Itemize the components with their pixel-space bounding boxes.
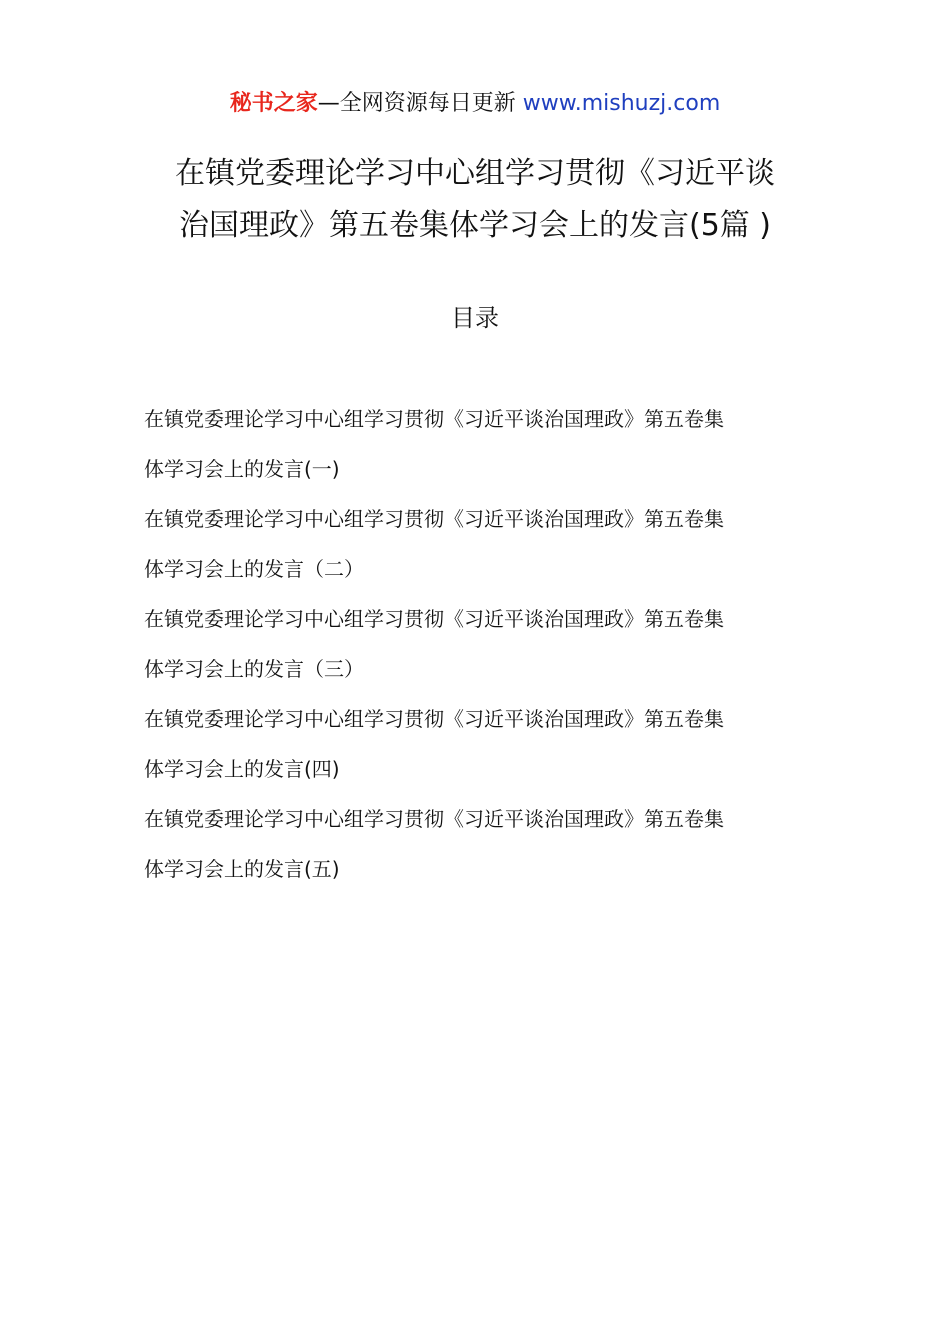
document-title-line-2: 治国理政》第五卷集体学习会上的发言(5篇 ) (178, 208, 772, 243)
toc-item-2-line-2: 体学习会上的发言（二） (144, 557, 364, 581)
toc-item-1-line-2: 体学习会上的发言(一) (144, 457, 340, 481)
brand-name: 秘书之家 (229, 91, 318, 116)
toc-item-2-line-1: 在镇党委理论学习中心组学习贯彻《习近平谈治国理政》第五卷集 (144, 507, 724, 531)
table-of-contents (144, 394, 824, 894)
toc-item-5-line-1: 在镇党委理论学习中心组学习贯彻《习近平谈治国理政》第五卷集 (144, 807, 724, 831)
toc-item-3-line-1: 在镇党委理论学习中心组学习贯彻《习近平谈治国理政》第五卷集 (144, 607, 724, 631)
toc-item-1[interactable] (144, 394, 824, 494)
toc-item-4-line-1: 在镇党委理论学习中心组学习贯彻《习近平谈治国理政》第五卷集 (144, 707, 724, 731)
toc-item-4-line-2: 体学习会上的发言(四) (144, 757, 340, 781)
site-header (0, 88, 950, 120)
toc-heading: 目录 (451, 304, 499, 332)
toc-item-3-line-2: 体学习会上的发言（三） (144, 657, 364, 681)
toc-item-5-line-2: 体学习会上的发言(五) (144, 857, 340, 881)
document-title-line-1: 在镇党委理论学习中心组学习贯彻《习近平谈 (175, 156, 775, 191)
toc-item-3[interactable] (144, 594, 824, 694)
toc-item-1-line-1: 在镇党委理论学习中心组学习贯彻《习近平谈治国理政》第五卷集 (144, 407, 724, 431)
toc-item-5[interactable] (144, 794, 824, 894)
document-title (0, 148, 950, 252)
site-url-link[interactable]: www.mishuzj.com (522, 91, 721, 116)
toc-item-4[interactable] (144, 694, 824, 794)
header-tagline: —全网资源每日更新 (317, 91, 523, 116)
toc-item-2[interactable] (144, 494, 824, 594)
